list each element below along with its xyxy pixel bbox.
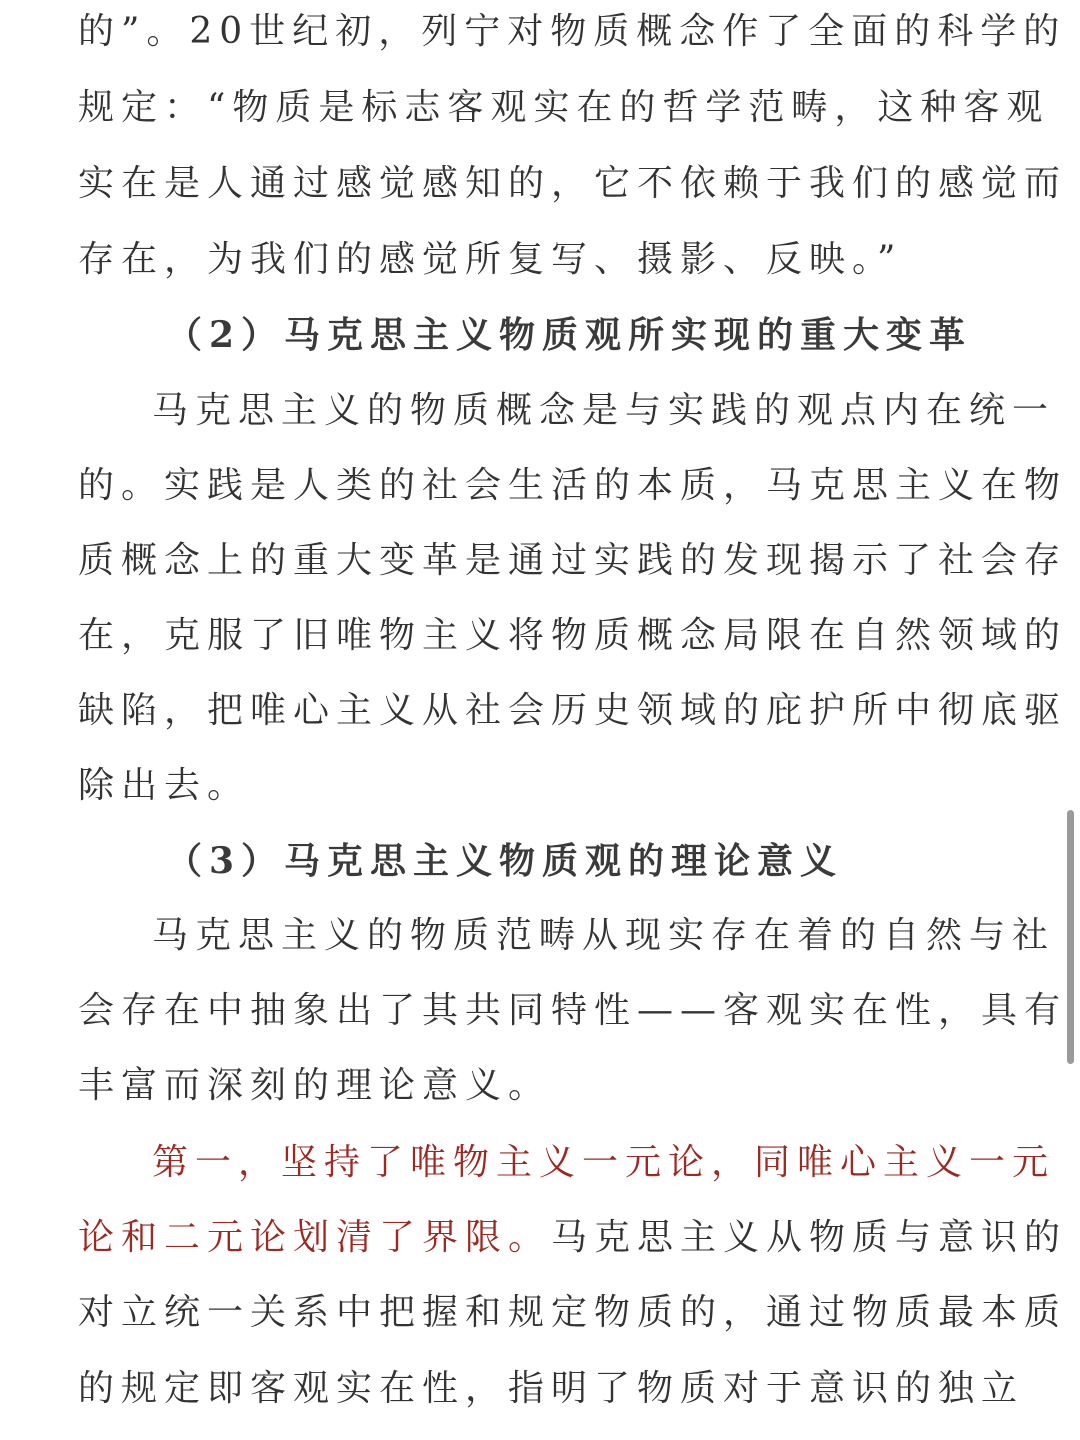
normal-text: 马克思主义从物质与意识的 [551, 1217, 1068, 1258]
section-heading-3: （3）马克思主义物质观的理论意义 [166, 840, 844, 882]
mixed-line [78, 1200, 1067, 1276]
section-heading-2: （2）马克思主义物质观所实现的重大变革 [166, 314, 973, 356]
paragraph-line: 马克思主义的物质概念是与实践的观点内在统一 [152, 390, 1056, 431]
document-page [78, 0, 1068, 1440]
paragraph-line: 马克思主义的物质范畴从现实存在着的自然与社 [152, 915, 1056, 956]
paragraph-line: 对立统一关系中把握和规定物质的，通过物质最本质 [78, 1292, 1068, 1333]
paragraph-line: 实在是人通过感觉感知的，它不依赖于我们的感觉而 [78, 163, 1068, 204]
paragraph-line: 的。实践是人类的社会生活的本质，马克思主义在物 [78, 465, 1068, 506]
paragraph-line: 质概念上的重大变革是通过实践的发现揭示了社会存 [78, 540, 1068, 581]
paragraph-line: 存在，为我们的感觉所复写、摄影、反映。” [78, 239, 903, 280]
highlighted-text: 论和二元论划清了界限。 [78, 1217, 552, 1258]
paragraph-line: 缺陷，把唯心主义从社会历史领域的庇护所中彻底驱 [78, 690, 1068, 731]
paragraph-line: 的”。20世纪初，列宁对物质概念作了全面的科学的 [78, 11, 1067, 52]
paragraph-line: 的规定即客观实在性，指明了物质对于意识的独立 [78, 1368, 1025, 1409]
paragraph-line: 丰富而深刻的理论意义。 [78, 1065, 552, 1106]
paragraph-line: 会存在中抽象出了其共同特性——客观实在性，具有 [78, 990, 1068, 1031]
scrollbar[interactable] [1067, 810, 1074, 1064]
highlighted-line: 第一，坚持了唯物主义一元论，同唯心主义一元 [152, 1142, 1056, 1183]
paragraph-line: 除出去。 [78, 765, 251, 806]
paragraph-line: 在，克服了旧唯物主义将物质概念局限在自然领域的 [78, 615, 1068, 656]
paragraph-line: 规定：“物质是标志客观实在的哲学范畴，这种客观 [78, 87, 1050, 128]
